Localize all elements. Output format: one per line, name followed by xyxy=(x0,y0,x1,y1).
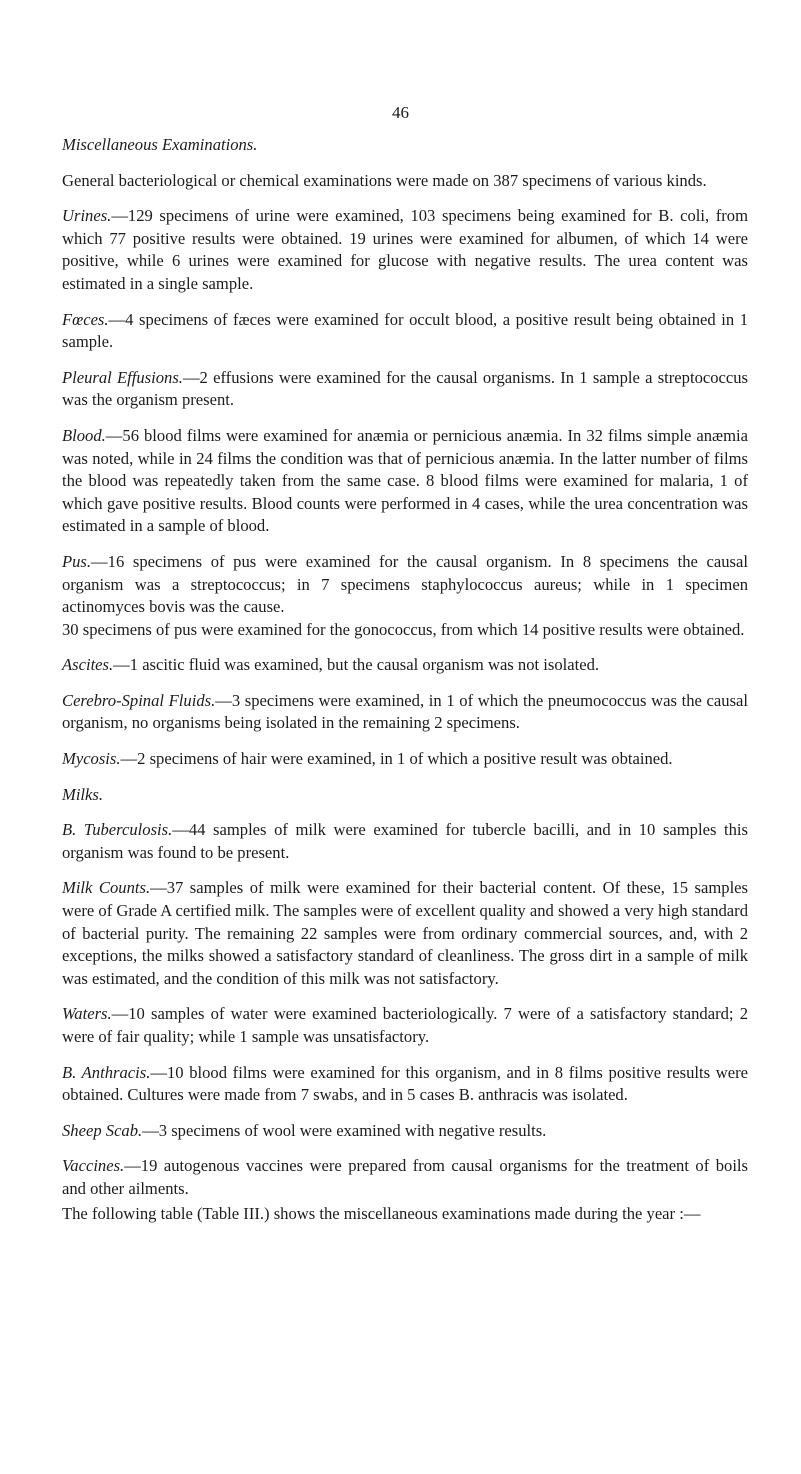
paragraph-lead: Pleural Effusions. xyxy=(62,367,183,387)
paragraph-gonococcus xyxy=(62,619,748,642)
paragraph-text: —129 specimens of urine were examined, 103 specimens being examined for B. coli, from which 77 positive results were obtained. 19 urines were examined for albumen, of which 14 were positive, while 6 urines were examined for glucose with negative results. The urea content was estimated in a single sample. xyxy=(62,206,748,293)
paragraph-text: —3 specimens were examined, in 1 of which the pneumococcus was the causal organism, no organisms being isolated in the remaining 2 specimens. xyxy=(62,690,749,733)
page-number: 46 xyxy=(392,103,409,122)
paragraph-text: —37 samples of milk were examined for their bacterial content. Of these, 15 samples were of Grade A certified milk. The samples were of excellent quality and showed a very high standard of bacterial purity. The remaining 22 samples were from ordinary commercial sources, and, with 2 exceptions, the milks showed a satisfactory standard of cleanliness. The gross dirt in a sample of milk was estimated, and the condition of this milk was not satisfactory. xyxy=(62,878,748,988)
paragraph-b-anthracis xyxy=(62,1062,748,1107)
paragraph-text: —56 blood films were examined for anæmia or pernicious anæmia. In 32 films simple anæmia was noted, while in 24 films the condition was that of pernicious anæmia. In the latter number of films the blood was repeatedly taken from the same case. 8 blood films were examined for malaria, 1 of which gave positive results. Blood counts were performed in 4 cases, while the urea concentration was estimated in a sample of blood. xyxy=(62,425,748,536)
paragraph-lead: Milk Counts. xyxy=(62,878,151,898)
paragraph-lead: Ascites. xyxy=(62,655,114,675)
paragraph-text: —44 samples of milk were examined for tubercle bacilli, and in 10 samples this organism was found to be present. xyxy=(62,820,748,862)
paragraph-lead: Sheep Scab. xyxy=(62,1120,143,1140)
paragraph-lead: B. Anthracis. xyxy=(62,1062,151,1082)
document-body xyxy=(62,134,748,1238)
paragraph-vaccines xyxy=(62,1155,748,1200)
paragraph-b-tuberculosis xyxy=(62,819,748,864)
paragraph-blood xyxy=(62,425,748,538)
paragraph-lead: B. Tuberculosis. xyxy=(62,820,173,840)
paragraph-text: —16 specimens of pus were examined for the causal organism. In 8 specimens the causal organism was a streptococcus; in 7 specimens staphylococcus aureus; while in 1 specimen actinomyces bovis was the cause. xyxy=(62,551,748,617)
paragraph-text: —2 effusions were examined for the causal organisms. In 1 sample a streptococcus was the organism present. xyxy=(62,367,749,410)
paragraph-pus xyxy=(62,551,748,619)
paragraph-mycosis xyxy=(62,748,748,771)
paragraph-lead: Waters. xyxy=(62,1004,112,1024)
paragraph-text: —4 specimens of fæces were examined for occult blood, a positive result being obtained in 1 sample. xyxy=(62,309,748,352)
paragraph-text: —2 specimens of hair were examined, in 1 of which a positive result was obtained. xyxy=(120,749,673,769)
paragraph-text: —1 ascitic fluid was examined, but the causal organism was not isolated. xyxy=(113,655,600,675)
paragraph-milk-counts xyxy=(62,877,748,990)
paragraph-text: The following table (Table III.) shows the miscellaneous examinations made during the year :— xyxy=(62,1203,701,1223)
paragraph-lead: Blood. xyxy=(62,425,106,445)
paragraph-table-intro xyxy=(62,1203,748,1226)
paragraph-waters xyxy=(62,1003,748,1048)
paragraph-cerebro-spinal-fluids xyxy=(62,690,748,735)
paragraph-lead: Pus. xyxy=(62,551,92,571)
paragraph-lead: Cerebro-Spinal Fluids. xyxy=(62,690,216,710)
paragraph-text: —3 specimens of wool were examined with negative results. xyxy=(142,1120,547,1140)
intro-paragraph: General bacteriological or chemical examinations were made on 387 specimens of various kinds. xyxy=(62,170,707,190)
paragraph-urines xyxy=(62,205,748,295)
paragraph-lead: Urines. xyxy=(62,206,112,226)
paragraph-text: —10 samples of water were examined bacteriologically. 7 were of a satisfactory standard; 2 were of fair quality; while 1 sample was unsatisfactory. xyxy=(62,1004,748,1046)
paragraph-faeces xyxy=(62,309,748,354)
paragraph-ascites xyxy=(62,654,748,677)
paragraph-lead: Mycosis. xyxy=(62,749,121,769)
milks-heading: Milks. xyxy=(62,784,104,804)
section-title: Miscellaneous Examinations. xyxy=(62,135,258,154)
paragraph-lead: Vaccines. xyxy=(62,1156,125,1176)
paragraph-lead: Fœces. xyxy=(62,309,109,329)
paragraph-text: —10 blood films were examined for this organism, and in 8 films positive results were obtained. Cultures were made from 7 swabs, and in 5 cases B. anthracis was isolated. xyxy=(62,1062,748,1105)
paragraph-pleural-effusions xyxy=(62,367,748,412)
paragraph-text: —19 autogenous vaccines were prepared from causal organisms for the treatment of boils and other ailments. xyxy=(62,1156,748,1198)
paragraph-text: 30 specimens of pus were examined for the gonococcus, from which 14 positive results were obtained. xyxy=(62,619,745,639)
paragraph-sheep-scab xyxy=(62,1120,748,1143)
